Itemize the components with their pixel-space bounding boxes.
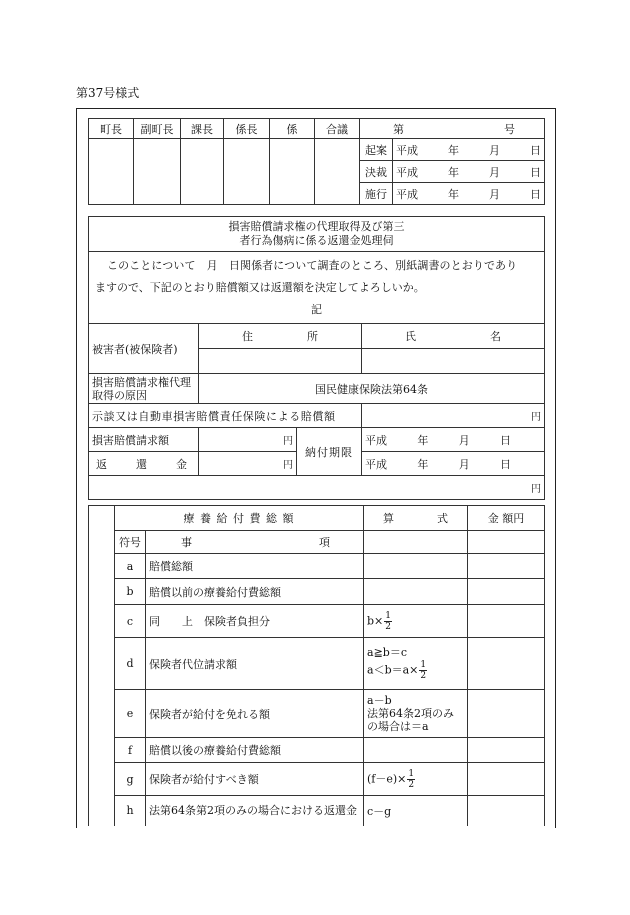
stamp-subsection-chief[interactable] — [224, 139, 270, 205]
formula-e: a－b 法第64条2項のみ の場合は＝a — [364, 690, 468, 738]
amount-a[interactable] — [468, 554, 545, 579]
formula-f — [364, 738, 468, 763]
table-row: a 賠償総額 — [89, 554, 545, 579]
claim-amount[interactable]: 円 — [199, 428, 297, 452]
cause-value: 国民健康保険法第64条 — [199, 374, 545, 404]
role-mayor: 町長 — [89, 119, 134, 139]
victim-name-field[interactable] — [362, 349, 545, 374]
victim-address-field[interactable] — [199, 349, 362, 374]
role-section-chief: 課長 — [181, 119, 224, 139]
amount-e[interactable] — [468, 690, 545, 738]
refund-label: 返 還 金 — [89, 452, 199, 476]
claim-label: 損害賠償請求額 — [89, 428, 199, 452]
stamp-staff[interactable] — [270, 139, 315, 205]
settlement-amount[interactable]: 円 — [362, 404, 545, 428]
refund-due-date[interactable]: 平成 年 月 日 — [362, 452, 545, 476]
amount-f[interactable] — [468, 738, 545, 763]
table-row: h 法第64条第2項のみの場合における返還金 c－g — [89, 796, 545, 826]
enforced-label: 施行 — [360, 183, 393, 205]
document-number: 第 号 — [360, 119, 545, 139]
decided-label: 決裁 — [360, 161, 393, 183]
amount-d[interactable] — [468, 638, 545, 690]
enforced-date[interactable]: 平成 年 月 日 — [393, 183, 545, 205]
claim-due-date[interactable]: 平成 年 月 日 — [362, 428, 545, 452]
stamp-section-chief[interactable] — [181, 139, 224, 205]
main-form-table — [88, 216, 545, 500]
table-row: d 保険者代位請求額 a≧b＝c a＜b＝a× $\frac{1}{2}$ — [89, 638, 545, 690]
due-label: 納付期限 — [297, 428, 362, 476]
calc-header-total: 療 養 給 付 費 総 額 — [115, 506, 364, 531]
role-subsection-chief: 係長 — [224, 119, 270, 139]
formula-b — [364, 579, 468, 605]
cause-label: 損害賠償請求権代理取得の原因 — [89, 374, 199, 404]
stamp-consultation[interactable] — [315, 139, 360, 205]
stamp-deputy-mayor[interactable] — [134, 139, 181, 205]
calc-table — [88, 505, 545, 826]
formula-g: (f－e)× $\frac{1}{2}$ — [364, 763, 468, 796]
table-row: g 保険者が給付すべき額 (f－e)× $\frac{1}{2}$ — [89, 763, 545, 796]
request-body: このことについて 月 日関係者について調査のところ、別紙調書のとおりであり ますので、下記のとおり賠償額又は返還額を決定してよろしいか。 記 — [89, 252, 545, 324]
formula-a — [364, 554, 468, 579]
name-header: 氏 名 — [362, 324, 545, 349]
settlement-label: 示談又は自動車損害賠償責任保険による賠償額 — [89, 404, 362, 428]
victim-label: 被害者(被保険者) — [89, 324, 199, 374]
formula-d: a≧b＝c a＜b＝a× $\frac{1}{2}$ — [364, 638, 468, 690]
role-consultation: 合議 — [315, 119, 360, 139]
drafted-label: 起案 — [360, 139, 393, 161]
approval-table — [88, 118, 545, 205]
total-amount[interactable]: 円 — [89, 476, 545, 500]
drafted-date[interactable]: 平成 年 月 日 — [393, 139, 545, 161]
amount-g[interactable] — [468, 763, 545, 796]
calc-header-amount: 金 額円 — [468, 506, 545, 531]
table-row: f 賠償以後の療養給付費総額 — [89, 738, 545, 763]
role-staff: 係 — [270, 119, 315, 139]
decided-date[interactable]: 平成 年 月 日 — [393, 161, 545, 183]
formula-c: b× $\frac{1}{2}$ — [364, 605, 468, 638]
refund-amount[interactable]: 円 — [199, 452, 297, 476]
col-amount-blank — [468, 531, 545, 554]
amount-b[interactable] — [468, 579, 545, 605]
formula-h: c－g — [364, 796, 468, 826]
col-item: 事 項 — [146, 531, 364, 554]
col-formula-blank — [364, 531, 468, 554]
stamp-mayor[interactable] — [89, 139, 134, 205]
col-symbol: 符号 — [115, 531, 146, 554]
form-number: 第37号様式 — [76, 86, 140, 100]
calc-left-margin — [89, 506, 115, 826]
role-deputy-mayor: 副町長 — [134, 119, 181, 139]
table-row: c 同 上 保険者負担分 b× $\frac{1}{2}$ — [89, 605, 545, 638]
amount-h[interactable] — [468, 796, 545, 826]
address-header: 住 所 — [199, 324, 362, 349]
amount-c[interactable] — [468, 605, 545, 638]
table-row: e 保険者が給付を免れる額 a－b 法第64条2項のみ の場合は＝a — [89, 690, 545, 738]
calc-header-formula: 算 式 — [364, 506, 468, 531]
table-row: b 賠償以前の療養給付費総額 — [89, 579, 545, 605]
form-title: 損害賠償請求権の代理取得及び第三 者行為傷病に係る返還金処理伺 — [89, 217, 545, 252]
